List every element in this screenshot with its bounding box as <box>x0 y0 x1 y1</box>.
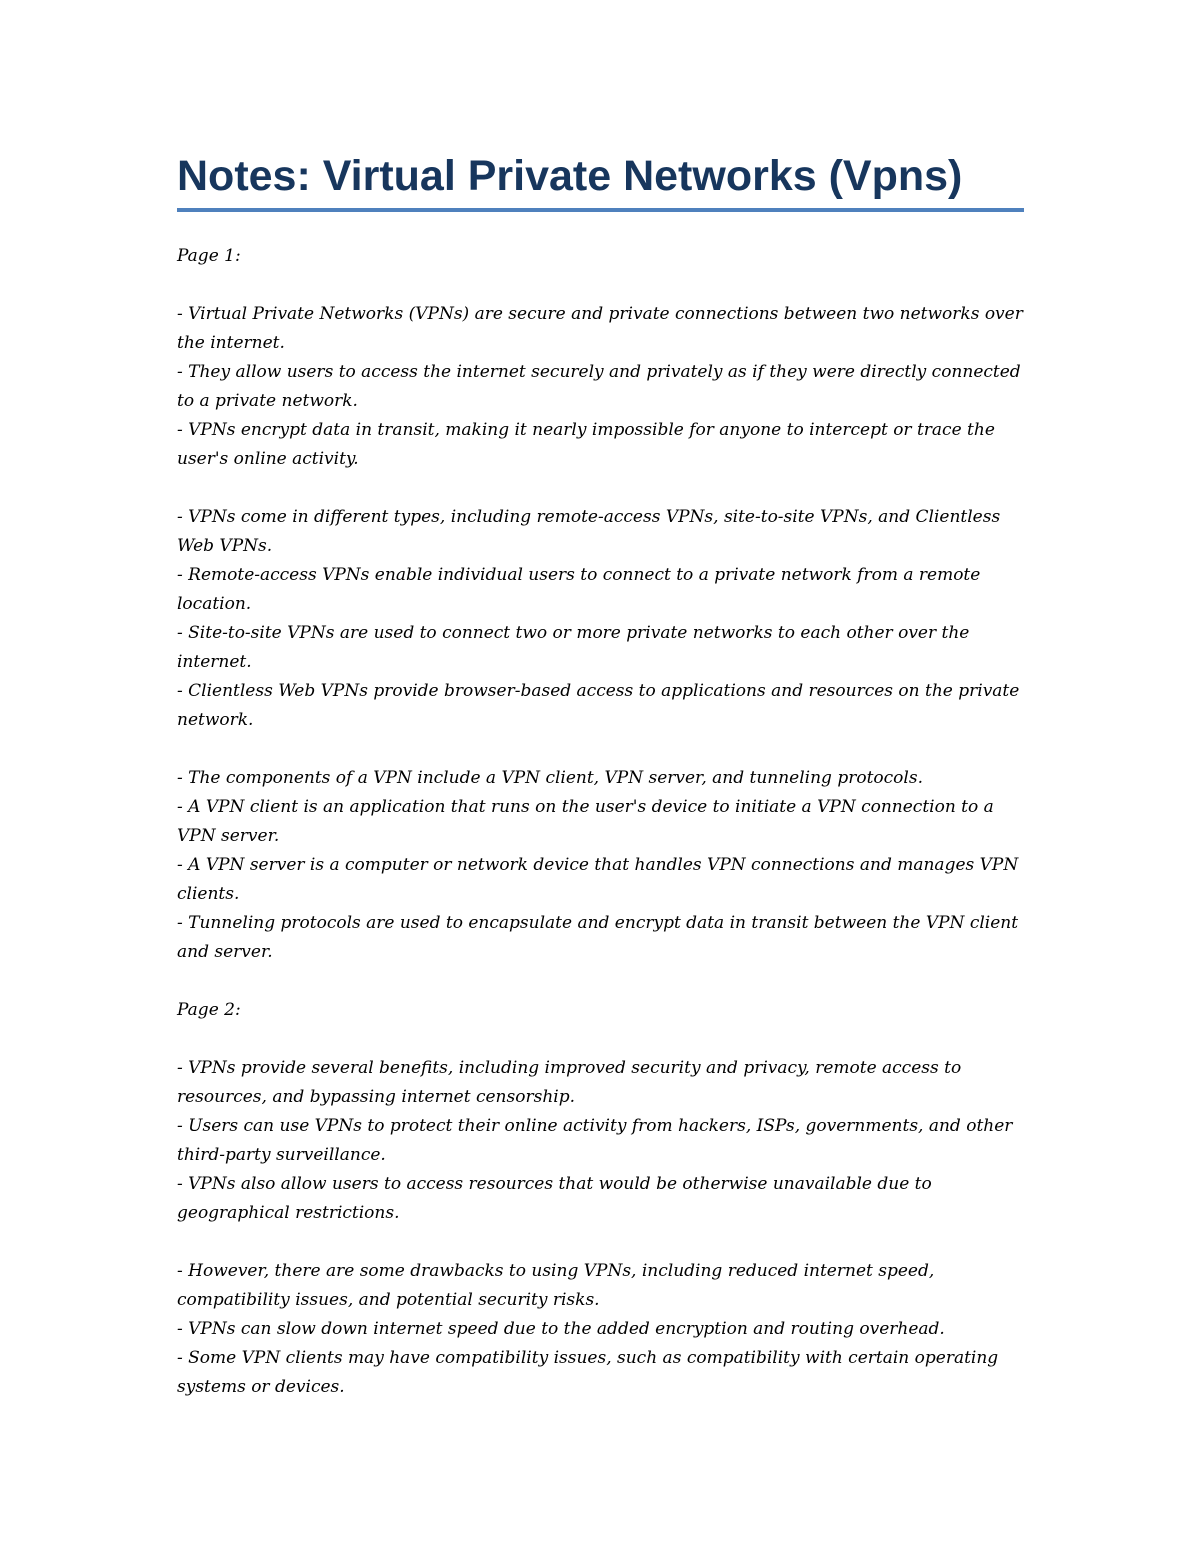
note-line: - VPNs come in different types, including remote-access VPNs, site-to-site VPNs, and Clientless Web VPNs. <box>177 507 1001 556</box>
paragraph-spacer <box>177 474 1024 503</box>
paragraph-spacer <box>177 1025 1024 1054</box>
note-line: - Site-to-site VPNs are used to connect two or more private networks to each other over the internet. <box>177 623 970 672</box>
paragraph-spacer <box>177 1228 1024 1257</box>
note-line: - Remote-access VPNs enable individual users to connect to a private network from a remote location. <box>177 565 981 614</box>
page-section-heading: Page 1: <box>177 246 241 266</box>
document-title: Notes: Virtual Private Networks (Vpns) <box>177 152 963 200</box>
page-section-heading: Page 2: <box>177 1000 241 1020</box>
paragraph-spacer <box>177 271 1024 300</box>
note-line: - VPNs also allow users to access resources that would be otherwise unavailable due to geographical restrictions. <box>177 1174 932 1223</box>
note-line: - Users can use VPNs to protect their online activity from hackers, ISPs, governments, and other third-party surveillance. <box>177 1116 1013 1165</box>
note-line: - VPNs provide several benefits, including improved security and privacy, remote access to resources, and bypassing internet censorship. <box>177 1058 962 1107</box>
note-line: - Clientless Web VPNs provide browser-based access to applications and resources on the private network. <box>177 681 1020 730</box>
note-line: - VPNs encrypt data in transit, making it nearly impossible for anyone to intercept or trace the user's online activity. <box>177 420 995 469</box>
title-underline <box>177 208 1024 212</box>
page-content <box>177 148 1024 1402</box>
note-line: - Tunneling protocols are used to encapsulate and encrypt data in transit between the VPN client and server. <box>177 913 1019 962</box>
note-line: - A VPN client is an application that runs on the user's device to initiate a VPN connection to a VPN server. <box>177 797 994 846</box>
document-body <box>177 242 1024 1402</box>
note-line: - However, there are some drawbacks to using VPNs, including reduced internet speed, compatibility issues, and potential security risks. <box>177 1261 935 1310</box>
note-line: - Some VPN clients may have compatibility issues, such as compatibility with certain operating systems or devices. <box>177 1348 999 1397</box>
note-line: - They allow users to access the internet securely and privately as if they were directly connected to a private network. <box>177 362 1021 411</box>
note-line: - VPNs can slow down internet speed due to the added encryption and routing overhead. <box>177 1319 945 1339</box>
note-line: - Virtual Private Networks (VPNs) are secure and private connections between two networks over the internet. <box>177 304 1023 353</box>
note-line: - The components of a VPN include a VPN client, VPN server, and tunneling protocols. <box>177 768 923 788</box>
note-line: - A VPN server is a computer or network device that handles VPN connections and manages VPN clients. <box>177 855 1019 904</box>
paragraph-spacer <box>177 967 1024 996</box>
paragraph-spacer <box>177 735 1024 764</box>
